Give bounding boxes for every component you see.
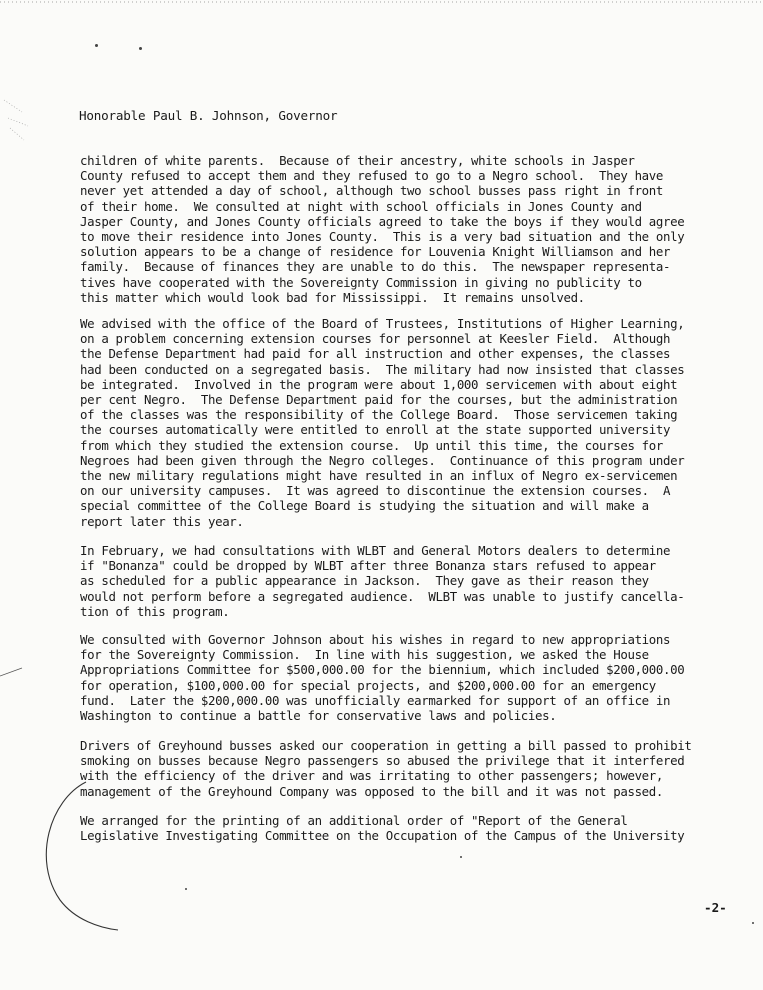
scan-noise [4,100,28,140]
text-line: for the Sovereignty Commission. In line with his suggestion, we asked the House [80,647,649,663]
text-line: never yet attended a day of school, although two school busses pass right in front [80,183,664,199]
text-line: this matter which would look bad for Mississippi. It remains unsolved. [80,289,585,305]
text-line: report later this year. [80,513,244,529]
text-line: Jasper County, and Jones County officials agreed to take the boys if they would agree [80,213,685,229]
scan-speck [139,47,142,50]
scan-speck [460,856,462,858]
text-line: of their home. We consulted at night with school officials in Jones County and [80,198,642,214]
text-line: as scheduled for a public appearance in Jackson. They gave as their reason they [80,573,649,589]
paragraph-3 [80,543,745,619]
paragraph-1 [80,153,745,305]
text-line: be integrated. Involved in the program were about 1,000 servicemen with about eight [80,376,678,392]
text-line: would not perform before a segregated audience. WLBT was unable to justify cancella- [80,588,685,604]
text-line: family. Because of finances they are unable to do this. The newspaper representa- [80,259,671,275]
paragraph-5 [80,738,745,799]
page-number: -2- [704,900,727,915]
paragraph-6 [80,813,745,843]
text-line: We arranged for the printing of an additional order of "Report of the General [80,813,628,828]
text-line: of the classes was the responsibility of the College Board. Those servicemen taking [80,407,678,423]
margin-tick [0,668,22,676]
text-line: In February, we had consultations with WLBT and General Motors dealers to determine [80,543,671,558]
text-line: to move their residence into Jones County. This is a very bad situation and the only [80,229,685,245]
text-line: County refused to accept them and they refused to go to a Negro school. They have [80,168,664,184]
text-line: with the efficiency of the driver and was irritating to other passengers; however, [80,768,664,784]
text-line: solution appears to be a change of residence for Louvenia Knight Williamson and her [80,244,671,260]
text-line: the new military regulations might have resulted in an influx of Negro ex-servicemen [80,468,678,484]
text-line: children of white parents. Because of their ancestry, white schools in Jasper [80,153,635,168]
scan-speck [95,44,98,47]
text-line: the courses automatically were entitled to enroll at the state supported university [80,422,671,438]
paragraph-4 [80,632,745,723]
text-line: Washington to continue a battle for conservative laws and policies. [80,708,557,724]
text-line: on our university campuses. It was agreed to discontinue the extension courses. A [80,483,671,499]
text-line: per cent Negro. The Defense Department paid for the courses, but the administration [80,392,678,408]
letter-heading: Honorable Paul B. Johnson, Governor [79,108,338,123]
text-line: We consulted with Governor Johnson about his wishes in regard to new appropriations [80,632,671,647]
margin-bracket [46,782,118,930]
text-line: the Defense Department had paid for all instruction and other expenses, the classes [80,346,671,362]
text-line: tion of this program. [80,603,230,619]
text-line: from which they studied the extension course. Up until this time, the courses for [80,437,664,453]
text-line: tives have cooperated with the Sovereignty Commission in giving no publicity to [80,274,642,290]
text-line: for operation, $100,000.00 for special projects, and $200,000.00 for an emergency [80,677,656,693]
text-line: special committee of the College Board is studying the situation and will make a [80,498,649,514]
scan-speck [185,888,187,890]
text-line: if "Bonanza" could be dropped by WLBT after three Bonanza stars refused to appear [80,558,656,574]
text-line: had been conducted on a segregated basis. The military had now insisted that classes [80,361,685,377]
text-line: Legislative Investigating Committee on the Occupation of the Campus of the University [80,828,685,844]
text-line: Drivers of Greyhound busses asked our cooperation in getting a bill passed to prohibit [80,738,692,753]
text-line: smoking on busses because Negro passengers so abused the privilege that it interfered [80,753,685,769]
scan-speck [752,922,754,924]
text-line: We advised with the office of the Board of Trustees, Institutions of Higher Learning, [80,316,685,331]
text-line: on a problem concerning extension courses for personnel at Keesler Field. Although [80,331,671,347]
text-line: management of the Greyhound Company was opposed to the bill and it was not passed. [80,783,664,799]
text-line: Appropriations Committee for $500,000.00 for the biennium, which included $200,000.00 [80,662,685,678]
paragraph-2 [80,316,745,529]
text-line: fund. Later the $200,000.00 was unofficially earmarked for support of an office in [80,692,671,708]
text-line: Negroes had been given through the Negro colleges. Continuance of this program under [80,452,685,468]
